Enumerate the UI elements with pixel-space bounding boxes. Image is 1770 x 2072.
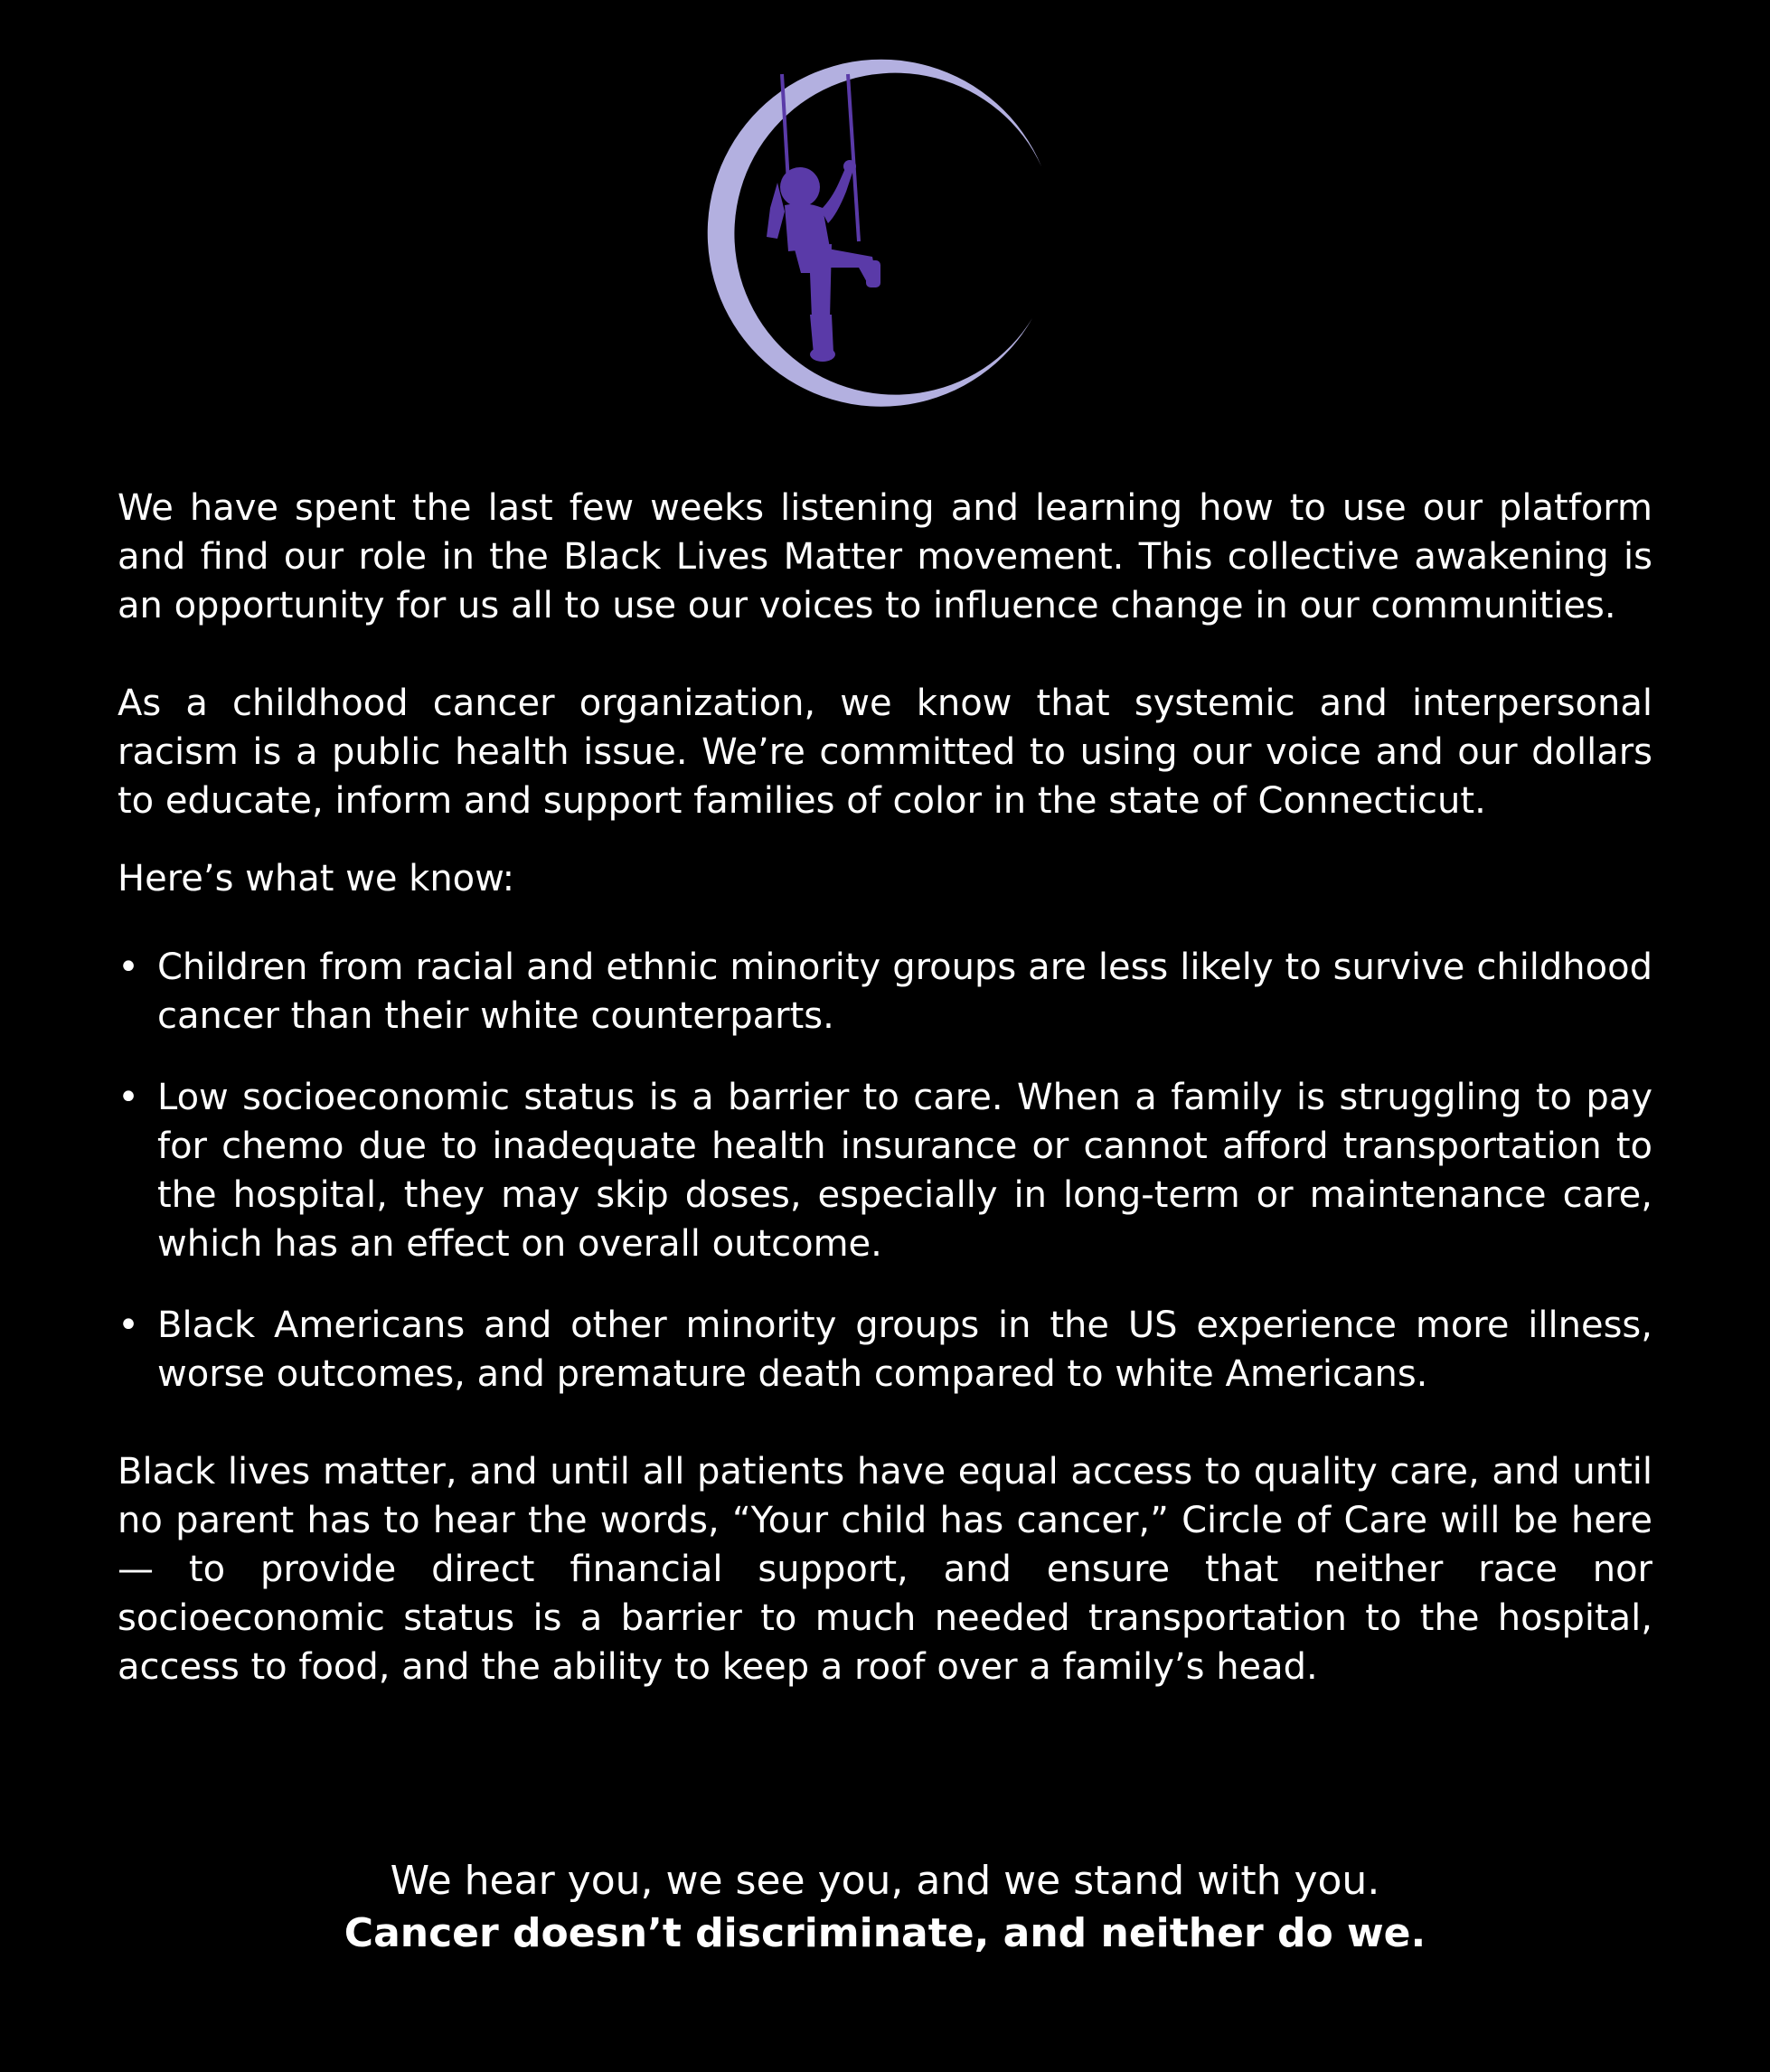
child-silhouette: [767, 160, 880, 362]
facts-list: [118, 943, 1652, 1399]
list-item-text: Low socioeconomic status is a barrier to care. When a family is struggling to pay for chemo due to inadequate health insurance or cannot afford transportation to the hospital, they may skip doses, especially in long-term or maintenance care, which has an effect on overall outcome.: [157, 1077, 1652, 1265]
intro-paragraph-2: As a childhood cancer organization, we know that systemic and interpersonal racism is a public health issue. We’re committed to using our voice and our dollars to educate, inform and support families of color in the state of Connecticut.: [118, 683, 1652, 822]
bullet-icon: •: [118, 947, 139, 988]
bullet-icon: •: [118, 1077, 139, 1118]
child-on-swing-crescent-moon-icon: [687, 47, 1067, 427]
closing-statement: [118, 1855, 1652, 1960]
list-item: [118, 943, 1652, 1041]
conclusion-paragraph: Black lives matter, and until all patients have equal access to quality care, and until no parent has to hear the words, “Your child has cancer,” Circle of Care will be here— to provide direct financial support, and ensure that neither race nor socioeconomic status is a barrier to much needed transportation to the hospital, access to food, and the ability to keep a roof over a family’s head.: [118, 1451, 1652, 1688]
list-item-text: Black Americans and other minority groups in the US experience more illness, worse outcomes, and premature death compared to white Americans.: [157, 1304, 1652, 1395]
closing-line-1: We hear you, we see you, and we stand with you.: [390, 1858, 1380, 1904]
swing-rope-right: [848, 74, 859, 241]
list-item: [118, 1073, 1652, 1268]
list-item: [118, 1301, 1652, 1399]
knows-heading: Here’s what we know:: [118, 858, 515, 899]
intro-paragraph-1: We have spent the last few weeks listening and learning how to use our platform and find our role in the Black Lives Matter movement. This collective awakening is an opportunity for us all to use our voices to influence change in our communities.: [118, 487, 1652, 626]
list-item-text: Children from racial and ethnic minority groups are less likely to survive childhood cancer than their white counterparts.: [157, 947, 1652, 1037]
crescent-moon-shape: [708, 60, 1041, 407]
circle-of-care-logo: [687, 47, 1067, 427]
statement-body: [118, 484, 1652, 1691]
closing-line-2: Cancer doesn’t discriminate, and neither do we.: [344, 1910, 1426, 1956]
bullet-icon: •: [118, 1304, 139, 1346]
